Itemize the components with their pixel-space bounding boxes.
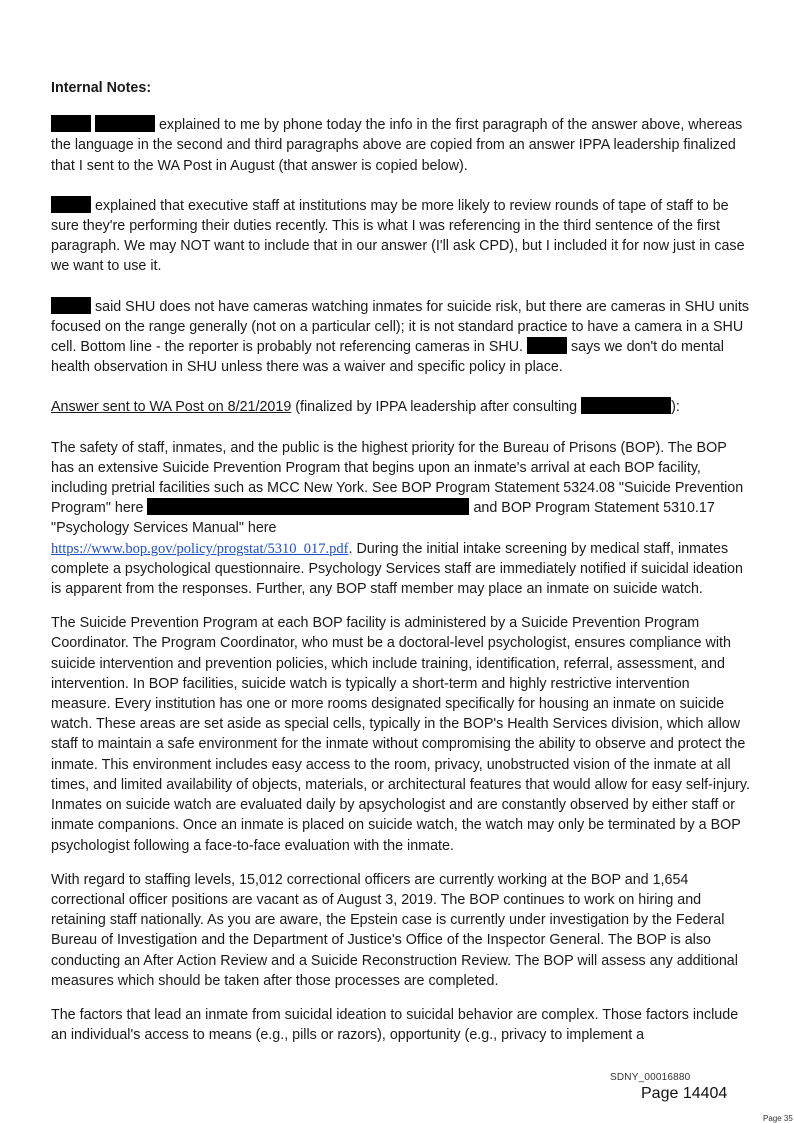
note-paragraph-3 — [51, 297, 751, 378]
redaction-box — [95, 115, 155, 132]
answer-paragraph-1 — [51, 438, 751, 600]
note-2-text: explained that executive staff at institutions may be more likely to review rounds of tape of staff to be sure they're performing their duties recently. This is what I was referencing in the third sentence of the first paragraph. We may NOT want to include that in our answer (I'll ask CPD), but I included it for now just in case we want to use it. — [51, 197, 745, 275]
answer-header-tail: ): — [671, 399, 680, 416]
answer-body — [51, 438, 751, 1046]
note-3-text-b: says we don't do mental health observation in SHU unless there was a waiver and specific policy in place. — [51, 339, 724, 376]
psychology-manual-link[interactable]: https://www.bop.gov/policy/progstat/5310_017.pdf — [51, 540, 349, 557]
bates-number: SDNY_00016880 — [610, 1072, 691, 1083]
note-paragraph-1 — [51, 115, 751, 176]
note-1-text: explained to me by phone today the info in the first paragraph of the answer above, whereas the language in the second and third paragraphs above are copied from an answer IPPA leadership finalized that I sent to the WA Post in August (that answer is copied below). — [51, 117, 743, 174]
redaction-box — [527, 337, 567, 354]
answer-header-underlined: Answer sent to WA Post on 8/21/2019 — [51, 399, 292, 416]
answer-header — [51, 397, 751, 417]
answer-paragraph-4: The factors that lead an inmate from suicidal ideation to suicidal behavior are complex. Those factors include an individual's access to means (e.g., pills or razors), opportunity (e.g., privacy to implement a — [51, 1006, 739, 1044]
redaction-box — [51, 115, 91, 132]
page-number: Page 14404 — [641, 1085, 728, 1102]
redaction-box — [581, 397, 671, 414]
page-count: Page 35 — [763, 1114, 793, 1123]
answer-paragraph-2: The Suicide Prevention Program at each BOP facility is administered by a Suicide Prevention Program Coordinator. The Program Coordinator, who must be a doctoral-level psychologist, ensures compliance with suicide intervention and prevention policies, which include training, identification, referral, assessment, and intervention. In BOP facilities, suicide watch is typically a short-term and highly restrictive intervention measure. Every institution has one or more rooms designated specifically for housing an inmate on suicide watch. These areas are set aside as special cells, typically in the BOP's Health Services division, which allow staff to maintain a safe environment for the inmate without compromising the ability to observe and protect the inmate. This environment includes easy access to the room, privacy, unobstructed vision of the inmate at all times, and limited availability of objects, materials, or architectural features that would allow for easy self-injury. Inmates on suicide watch are evaluated daily by apsychologist and are constantly observed by either staff or inmate companions. Once an inmate is placed on suicide watch, the watch may only be terminated by a BOP psychologist following a face-to-face evaluation with the inmate. — [51, 615, 750, 854]
redaction-box — [147, 498, 469, 515]
internal-notes-heading: Internal Notes: — [51, 80, 152, 96]
redaction-box — [51, 297, 91, 314]
document-body — [51, 78, 751, 1059]
cut-off-hyperlink-line — [64, 27, 374, 35]
note-3-text-a: said SHU does not have cameras watching inmates for suicide risk, but there are cameras in SHU units focused on the range generally (not on a particular cell); it is not standard practice to have a camera in a SHU cell. Bottom line - the reporter is probably not referencing cameras in SHU. — [51, 298, 749, 356]
answer-header-rest: (finalized by IPPA leadership after consulting — [295, 399, 578, 416]
answer-paragraph-3: With regard to staffing levels, 15,012 correctional officers are currently working at the BOP and 1,654 correctional officer positions are vacant as of August 3, 2019. The BOP continues to work on hiring and retaining staff nationally. As you are aware, the Epstein case is currently under investigation by the Federal Bureau of Investigation and the Department of Justice's Office of the Inspector General. The BOP is also conducting an After Action Review and a Suicide Reconstruction Review. The BOP will assess any additional measures which should be taken after those processes are completed. — [51, 871, 738, 989]
answer-p1-text-c: . During the initial intake screening by medical staff, inmates complete a psychological questionnaire. Psychology Services staff are immediately notified if suicidal ideation is apparent from the responses. Further, any BOP staff member may place an inmate on suicide watch. — [51, 540, 743, 598]
answer-p1-text-b: and BOP Program Statement 5310.17 "Psychology Services Manual" here — [51, 500, 715, 537]
note-paragraph-2 — [51, 196, 751, 277]
redaction-box — [51, 196, 91, 213]
answer-p1-text-a: The safety of staff, inmates, and the public is the highest priority for the Bureau of Prisons (BOP). The BOP has an extensive Suicide Prevention Program that begins upon an inmate's arrival at each BOP facility, including pretrial facilities such as MCC New York. See BOP Program Statement 5324.08 "Suicide Prevention Program" here — [51, 439, 744, 517]
